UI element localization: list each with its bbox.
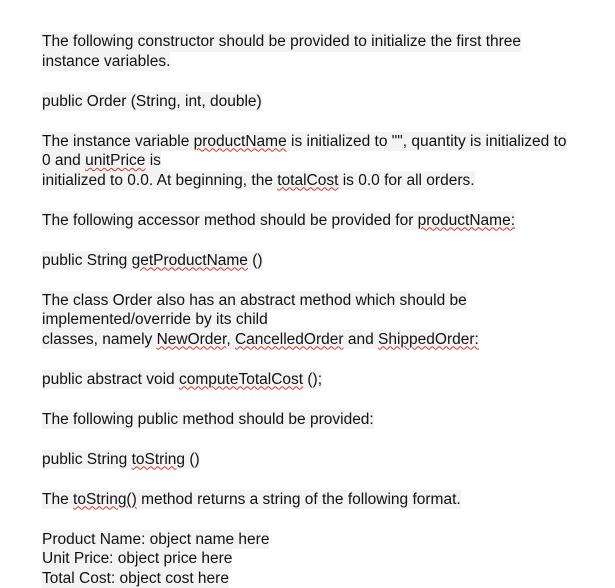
- text-line: [42, 151, 161, 171]
- spellcheck-word: ShippedOrder:: [378, 331, 479, 348]
- text-line: [42, 92, 262, 112]
- paragraph: [42, 132, 602, 191]
- paragraph: [42, 530, 602, 588]
- text-line: [42, 530, 269, 550]
- spellcheck-word: NewOrder: [157, 331, 227, 348]
- spellcheck-word: toString: [132, 451, 185, 468]
- text-run: initialized to 0.0. At beginning, the: [42, 172, 277, 189]
- text-line: [42, 251, 263, 271]
- text-run: ,: [226, 331, 235, 348]
- text-run: 0 and: [42, 152, 85, 169]
- text-line: [42, 32, 521, 52]
- spellcheck-word: unitPrice: [85, 152, 145, 169]
- spellcheck-word: productName:: [418, 212, 515, 229]
- spellcheck-word: computeTotalCost: [179, 371, 303, 388]
- text-run: instance variables.: [42, 53, 170, 70]
- text-run: method returns a string of the following format.: [137, 491, 461, 508]
- text-run: Unit Price: object price here: [42, 550, 232, 567]
- paragraph: [42, 410, 602, 430]
- text-line: [42, 52, 170, 72]
- paragraph: [42, 291, 602, 350]
- text-run: public String: [42, 252, 132, 269]
- text-run: The following constructor should be provided to initialize the first three: [42, 33, 521, 50]
- spellcheck-word: getProductName: [132, 252, 248, 269]
- text-run: public Order (String, int, double): [42, 93, 262, 110]
- text-run: public String: [42, 451, 132, 468]
- text-line: [42, 291, 467, 311]
- text-run: (): [185, 451, 200, 468]
- spellcheck-word: productName: [194, 133, 287, 150]
- text-line: [42, 310, 268, 330]
- text-run: The following public method should be provided:: [42, 411, 374, 428]
- text-line: [42, 370, 322, 390]
- text-run: is: [145, 152, 161, 169]
- text-run: Total Cost: object cost here: [42, 570, 229, 587]
- paragraph: [42, 211, 602, 231]
- paragraph: [42, 251, 602, 271]
- text-run: The: [42, 491, 73, 508]
- text-run: ();: [303, 371, 322, 388]
- document-body: [42, 32, 602, 588]
- text-line: [42, 211, 515, 231]
- spellcheck-word: totalCost: [277, 172, 338, 189]
- text-line: [42, 330, 479, 350]
- text-run: implemented/override by its child: [42, 311, 268, 328]
- text-line: [42, 569, 229, 588]
- text-line: [42, 171, 475, 191]
- paragraph: [42, 490, 602, 510]
- text-run: is initialized to "", quantity is initialized to: [287, 133, 567, 150]
- paragraph: [42, 32, 602, 71]
- text-line: [42, 450, 200, 470]
- text-run: Product Name: object name here: [42, 531, 269, 548]
- text-run: public abstract void: [42, 371, 179, 388]
- text-run: The instance variable: [42, 133, 194, 150]
- text-line: [42, 410, 374, 430]
- text-line: [42, 132, 567, 152]
- text-run: The following accessor method should be provided for: [42, 212, 418, 229]
- text-run: and: [344, 331, 378, 348]
- text-run: classes, namely: [42, 331, 157, 348]
- paragraph: [42, 92, 602, 112]
- spellcheck-word: toString(): [73, 491, 137, 508]
- paragraph: [42, 370, 602, 390]
- text-run: (): [248, 252, 263, 269]
- text-run: The class Order also has an abstract method which should be: [42, 292, 467, 309]
- spellcheck-word: CancelledOrder: [235, 331, 344, 348]
- text-line: [42, 490, 461, 510]
- paragraph: [42, 450, 602, 470]
- text-line: [42, 549, 232, 569]
- text-run: is 0.0 for all orders.: [338, 172, 474, 189]
